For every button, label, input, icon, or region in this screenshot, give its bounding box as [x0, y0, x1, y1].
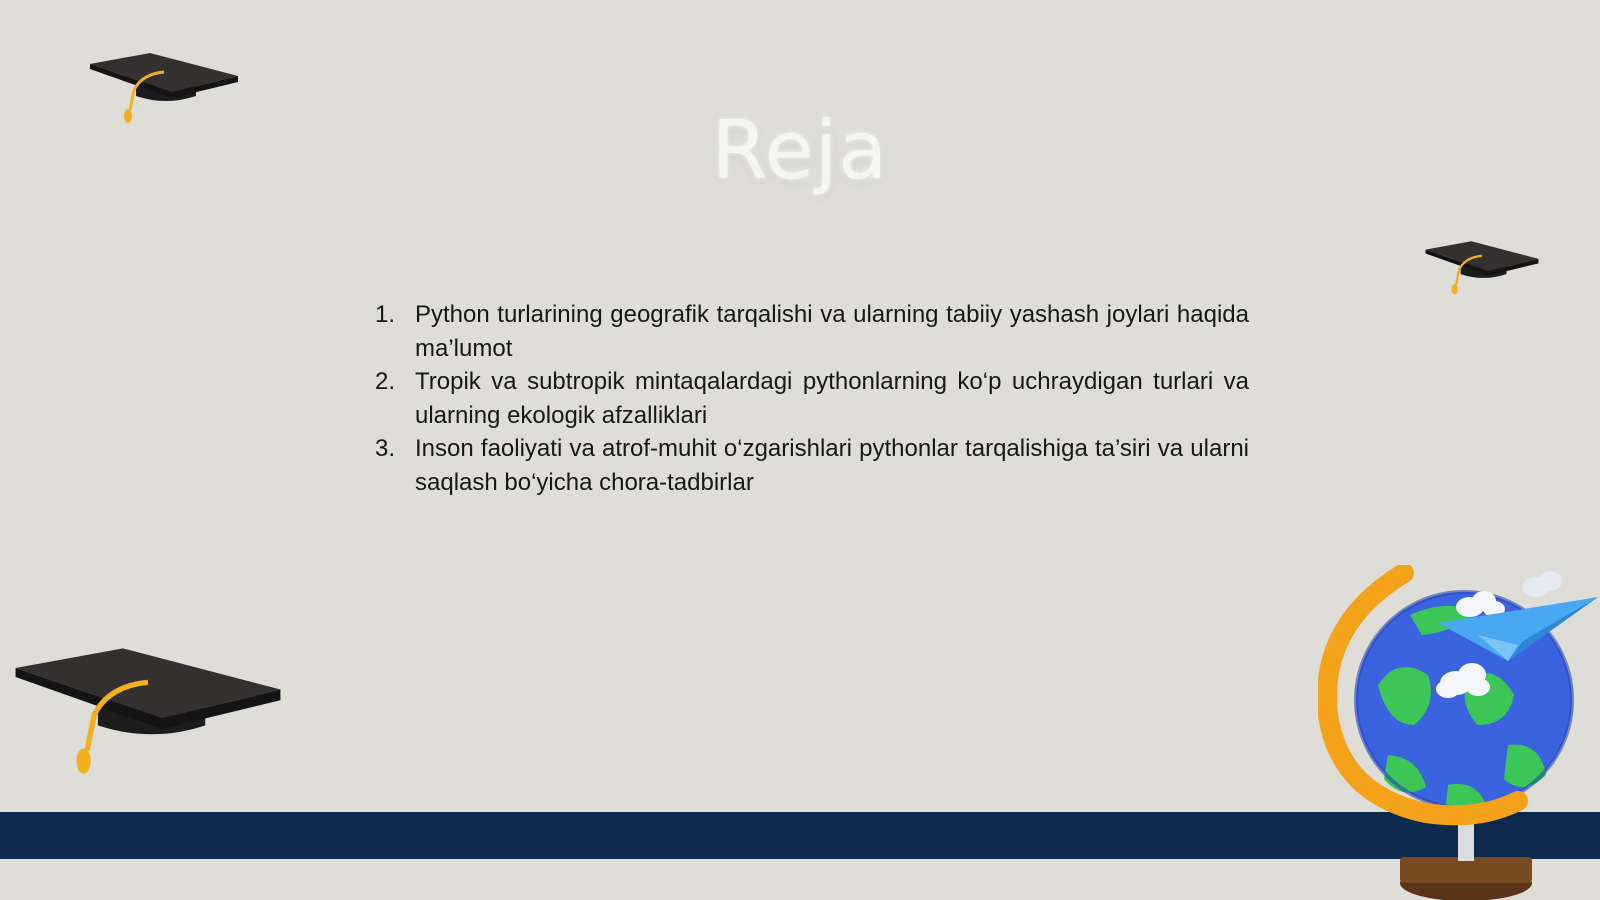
graduation-cap-icon [12, 646, 284, 776]
list-item [375, 432, 1249, 499]
list-item-number: 2. [375, 368, 396, 395]
list-item-text: Python turlarining geografik tarqalishi va ularning tabiiy yashash joylari haqida ma’lumot [415, 301, 1249, 362]
list-item-text: Tropik va subtropik mintaqalardagi pythonlarning ko‘p uchraydigan turlari va ularning ekologik afzalliklari [415, 368, 1249, 429]
list-item-number: 3. [375, 435, 396, 462]
list-item [375, 298, 1249, 365]
list-item-text: Inson faoliyati va atrof-muhit o‘zgarishlari pythonlar tarqalishiga ta’siri va ularni saqlash bo‘yicha chora-tadbirlar [415, 435, 1249, 496]
list-item-number: 1. [375, 301, 396, 328]
list-item [375, 365, 1249, 432]
graduation-cap-icon [1424, 240, 1540, 296]
slide-title: Reja [711, 104, 889, 197]
globe-icon [1318, 565, 1600, 900]
plan-list [375, 298, 1249, 499]
